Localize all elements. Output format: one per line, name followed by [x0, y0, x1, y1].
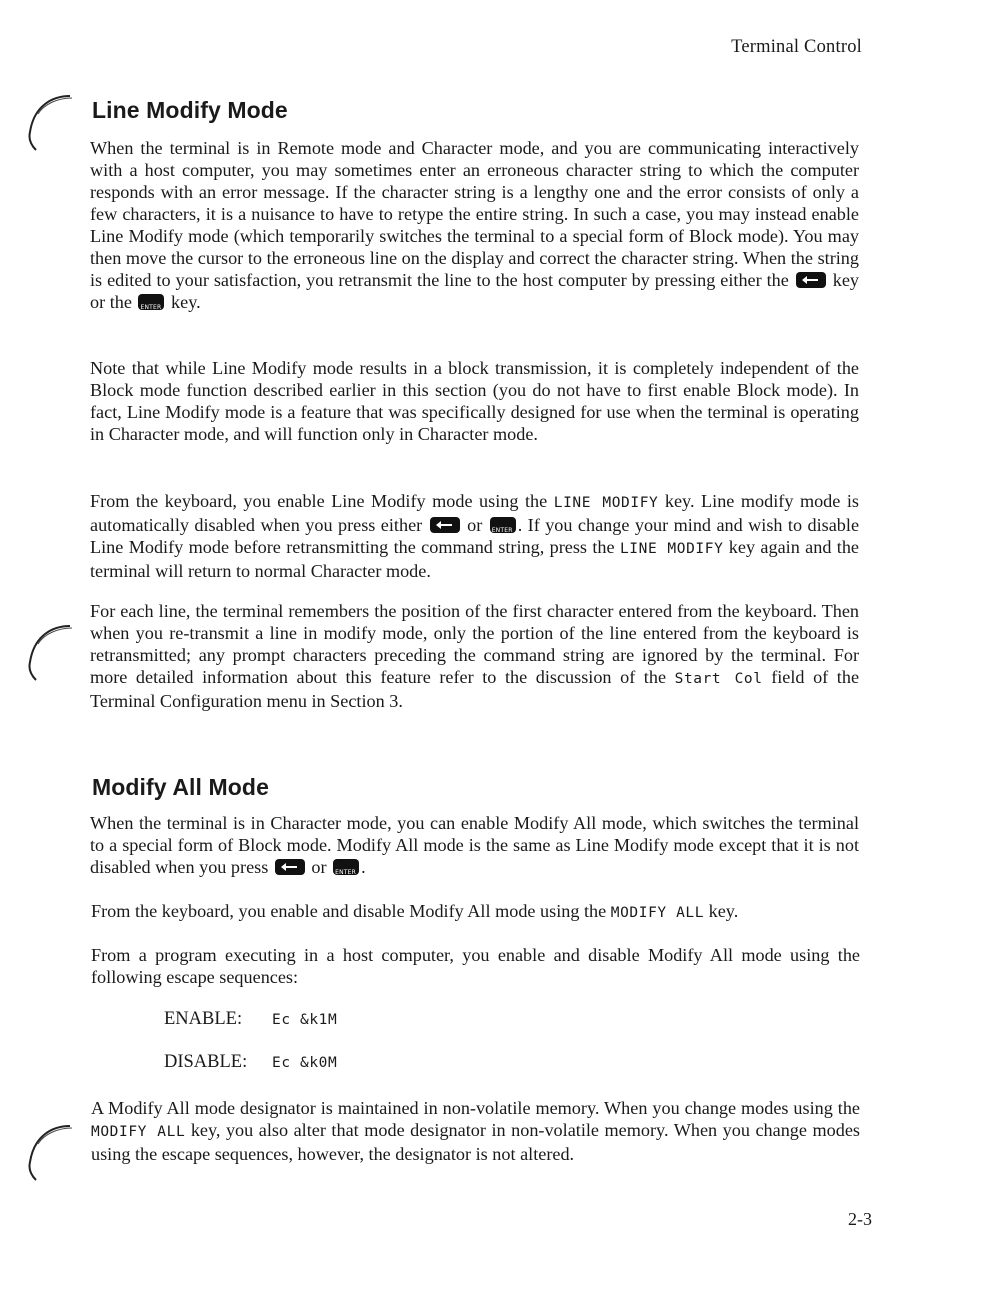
enter-key-icon [490, 517, 516, 533]
return-key-icon [275, 859, 305, 875]
binder-hole-mark-icon [22, 92, 78, 152]
binder-hole-mark-icon [22, 1122, 78, 1182]
paragraph-text: field of the Terminal Configuration menu in Section 3. [90, 667, 860, 711]
paragraph [90, 812, 859, 878]
page-number: 2-3 [848, 1209, 872, 1229]
enter-key-icon [138, 294, 164, 310]
paragraph-text: or [311, 857, 327, 877]
paragraph-text: the [109, 292, 132, 312]
key-name: LINE MODIFY [553, 495, 659, 511]
paragraph [90, 490, 859, 582]
paragraph-text: key. Line modify mode is automatically disabled when you press either [90, 491, 860, 535]
paragraph-text: From the keyboard, you enable and disable Modify All mode using the [91, 901, 607, 921]
sequence-label: ENABLE: [164, 1009, 243, 1029]
paragraph-text: . If you change your mind and wish to disable Line Modify mode before retransmitting the command string, press the [90, 515, 860, 557]
return-key-icon [430, 517, 460, 533]
escape-sequence-enable [164, 1009, 337, 1030]
escape-sequence-disable [164, 1052, 337, 1073]
paragraph-text: key or [90, 270, 860, 312]
sequence-code: Ec &k0M [272, 1055, 338, 1071]
sequence-label: DISABLE: [164, 1052, 248, 1072]
key-name: MODIFY ALL [610, 905, 705, 921]
binder-hole-mark-icon [22, 622, 78, 682]
key-name: LINE MODIFY [619, 541, 724, 557]
paragraph [91, 1097, 860, 1165]
paragraph [90, 600, 859, 712]
paragraph-text: A Modify All mode designator is maintained in non-volatile memory. When you change modes using the [91, 1098, 860, 1118]
paragraph-text: key. [171, 292, 201, 312]
paragraph [91, 900, 860, 924]
paragraph-text: When the terminal is in Remote mode and Character mode, and you are communicating interactively with a host computer, you may sometimes enter an erroneous character string to which the computer responds with an error message. If the character string is a lengthy one and the error consists of only a few characters, it is a nuisance to have to retype the entire string. In such a case, you may instead enable Line Modify mode (which temporarily switches the terminal to a special form of Block mode). You may then move the cursor to the erroneous line on the display and correct the character string. When the string is edited to your satisfaction, you retransmit the line to the host computer by pressing either the [90, 138, 859, 290]
paragraph-text: For each line, the terminal remembers the position of the first character entered from the keyboard. Then when you re-transmit a line in modify mode, only the portion of the line entered from the keyboard is retransmitted; any prompt characters preceding the command string are ignored by the terminal. For more detailed information about this feature refer to the discussion of the [90, 601, 859, 687]
section-title-line-modify: Line Modify Mode [92, 97, 288, 123]
running-header: Terminal Control [731, 37, 862, 57]
return-key-icon [796, 272, 826, 288]
paragraph-text: When the terminal is in Character mode, you can enable Modify All mode, which switches the terminal to a special form of Block mode. Modify All mode is the same as Line Modify mode except that it is not disabled when you press [90, 813, 859, 877]
paragraph: From a program executing in a host computer, you enable and disable Modify All mode using the following escape sequences: [91, 945, 860, 987]
enter-key-icon [333, 859, 359, 875]
field-name: Start Col [674, 671, 763, 687]
paragraph-text: . [361, 857, 366, 877]
paragraph-text: key, you also alter that mode designator in non-volatile memory. When you change modes using the escape sequences, however, the designator is not altered. [91, 1120, 860, 1164]
paragraph-text: From the keyboard, you enable Line Modify mode using the [90, 491, 548, 511]
paragraph-text: key. [708, 901, 739, 921]
paragraph-text: key again and the terminal will return to normal Character mode. [90, 537, 860, 581]
sequence-code: Ec &k1M [272, 1012, 338, 1028]
paragraph-text: or [467, 515, 483, 535]
key-name: MODIFY ALL [91, 1124, 186, 1140]
paragraph [90, 137, 859, 313]
section-title-modify-all: Modify All Mode [92, 774, 269, 800]
paragraph: Note that while Line Modify mode results in a block transmission, it is completely independent of the Block mode function described earlier in this section (you do not have to first enable Block mode). In fact, Line Modify mode is a feature that was specifically designed for use when the terminal is operating in Character mode, and will function only in Character mode. [90, 358, 859, 444]
